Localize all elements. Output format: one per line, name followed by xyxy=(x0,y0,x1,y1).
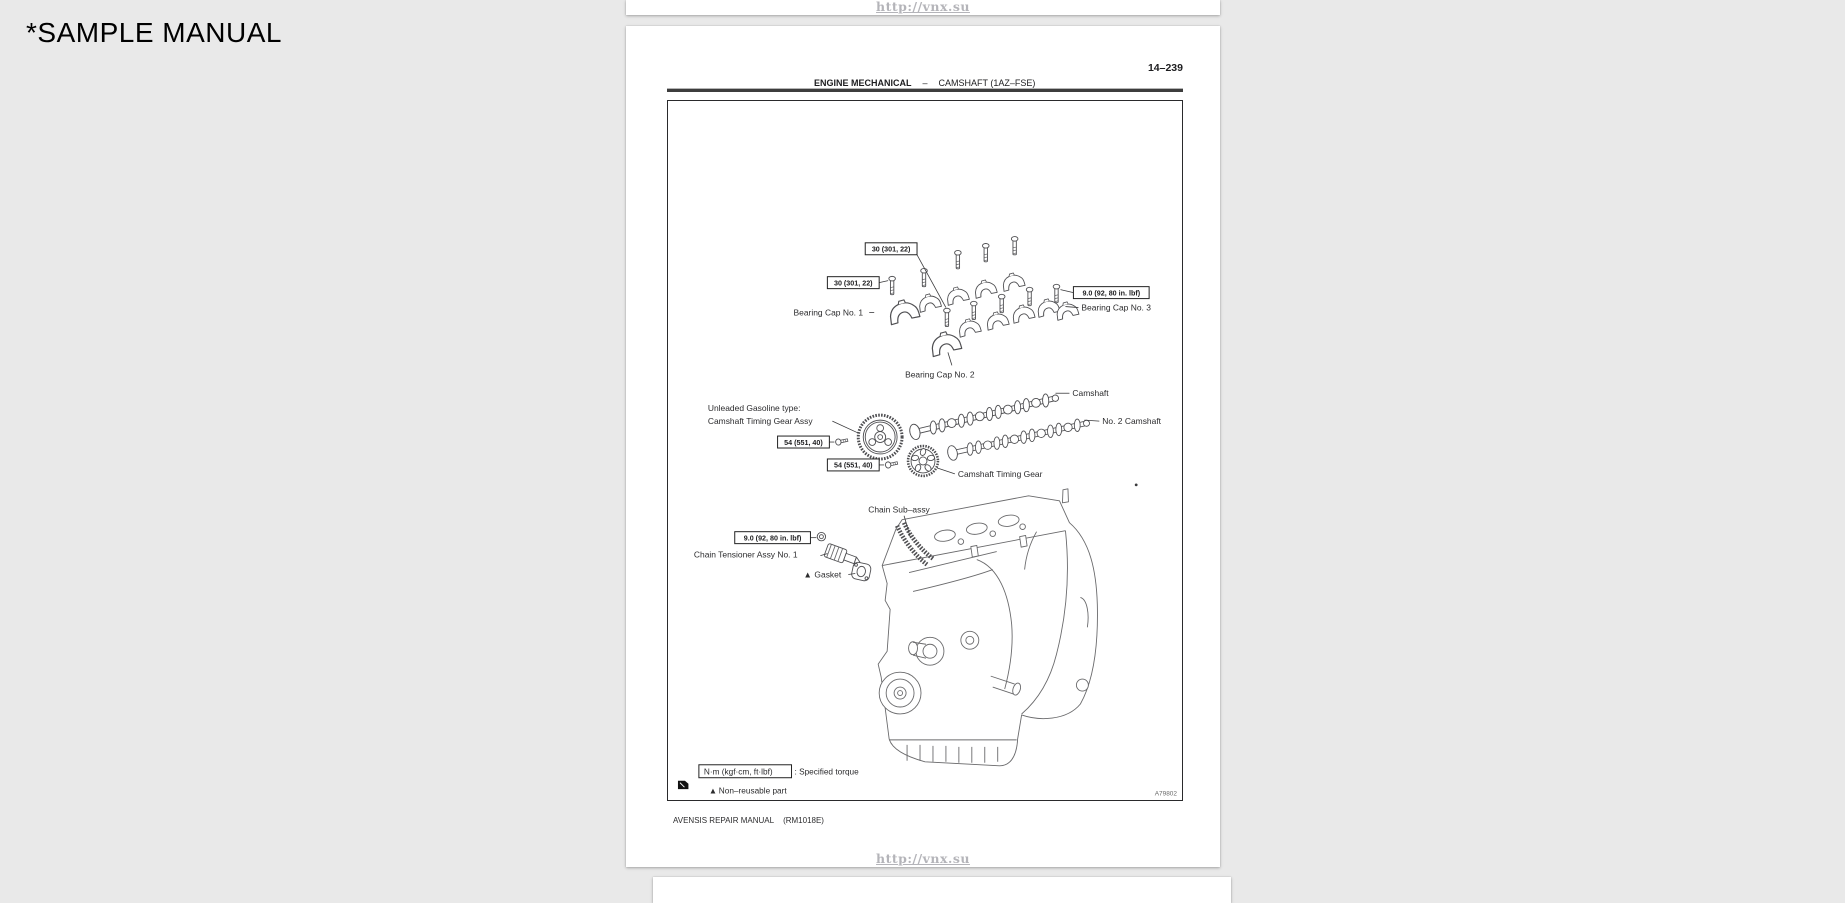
figure-code: A79802 xyxy=(1154,790,1178,798)
label-bearing-cap-2: Bearing Cap No. 2 xyxy=(905,369,975,380)
bearing-caps xyxy=(886,271,1079,357)
header-title: CAMSHAFT (1AZ–FSE) xyxy=(938,78,1036,88)
nonreusable-triangle-icon: ▲ xyxy=(803,569,812,580)
label-chain-tensioner: Chain Tensioner Assy No. 1 xyxy=(693,549,798,560)
sample-manual-label: *SAMPLE MANUAL xyxy=(26,17,282,48)
engine-block-drawing xyxy=(878,483,1137,765)
legend-nonreusable: Non–reusable part xyxy=(718,786,787,796)
torque-spec-gear-lower xyxy=(827,459,879,471)
torque-spec-top xyxy=(865,243,917,255)
publisher-mark-icon xyxy=(678,781,688,789)
torque-spec-gear-upper xyxy=(778,436,830,448)
manual-page xyxy=(626,26,1220,867)
label-no2-camshaft: No. 2 Camshaft xyxy=(1102,416,1162,427)
gear-bolt-upper xyxy=(835,437,848,446)
gasket-drawing xyxy=(851,561,872,581)
label-chain-subassy: Chain Sub–assy xyxy=(868,504,930,515)
torque-spec-left-value: 30 (301, 22) xyxy=(833,279,873,288)
torque-spec-tensioner xyxy=(735,532,811,544)
label-timing-gear: Camshaft Timing Gear xyxy=(957,468,1043,479)
torque-spec-tensioner-value: 9.0 (92, 80 in. lbf) xyxy=(743,534,802,543)
label-camshaft: Camshaft xyxy=(1072,388,1109,399)
legend-torque-desc: : Specified torque xyxy=(794,767,859,777)
legend xyxy=(678,765,859,796)
camshaft-exploded-diagram xyxy=(668,101,1182,800)
page-header xyxy=(814,78,1035,88)
legend-torque-box: N·m (kgf·cm, ft·lbf) xyxy=(703,767,773,777)
torque-spec-right xyxy=(1073,287,1149,299)
header-rule xyxy=(667,88,1183,92)
gear-bolt-lower xyxy=(885,460,898,469)
header-section: ENGINE MECHANICAL xyxy=(814,78,912,88)
torque-spec-gear-upper-value: 54 (551, 40) xyxy=(784,438,823,447)
legend-triangle-icon: ▲ xyxy=(708,786,718,796)
footer-manual-code: (RM1018E) xyxy=(783,816,824,825)
watermark-top xyxy=(626,0,1220,14)
watermark-bottom xyxy=(626,851,1220,866)
header-separator: – xyxy=(922,78,928,88)
label-gear-assy-line1: Unleaded Gasoline type: xyxy=(707,403,801,414)
previous-page-bottom-strip xyxy=(626,0,1220,15)
figure-frame xyxy=(667,100,1183,801)
label-gear-assy-line2: Camshaft Timing Gear Assy xyxy=(707,416,813,427)
camshaft-timing-gear-assy-drawing xyxy=(858,415,902,459)
torque-spec-top-value: 30 (301, 22) xyxy=(871,245,911,254)
label-bearing-cap-1: Bearing Cap No. 1 xyxy=(793,307,864,318)
label-bearing-cap-3: Bearing Cap No. 3 xyxy=(1081,302,1151,313)
footer-manual-name: AVENSIS REPAIR MANUAL xyxy=(673,816,775,825)
label-gasket: Gasket xyxy=(814,569,842,580)
torque-spec-gear-lower-value: 54 (551, 40) xyxy=(833,461,873,470)
watermark-bottom-link[interactable]: http://vnx.su xyxy=(876,851,970,866)
stray-dot xyxy=(1135,483,1138,486)
torque-spec-left xyxy=(827,277,879,289)
watermark-top-link[interactable]: http://vnx.su xyxy=(876,0,970,14)
page-footer xyxy=(673,816,824,825)
torque-spec-right-value: 9.0 (92, 80 in. lbf) xyxy=(1082,289,1141,298)
camshaft-timing-gear-drawing xyxy=(908,446,938,476)
page-number: 14–239 xyxy=(1147,62,1183,74)
next-page-top-strip xyxy=(653,877,1231,903)
